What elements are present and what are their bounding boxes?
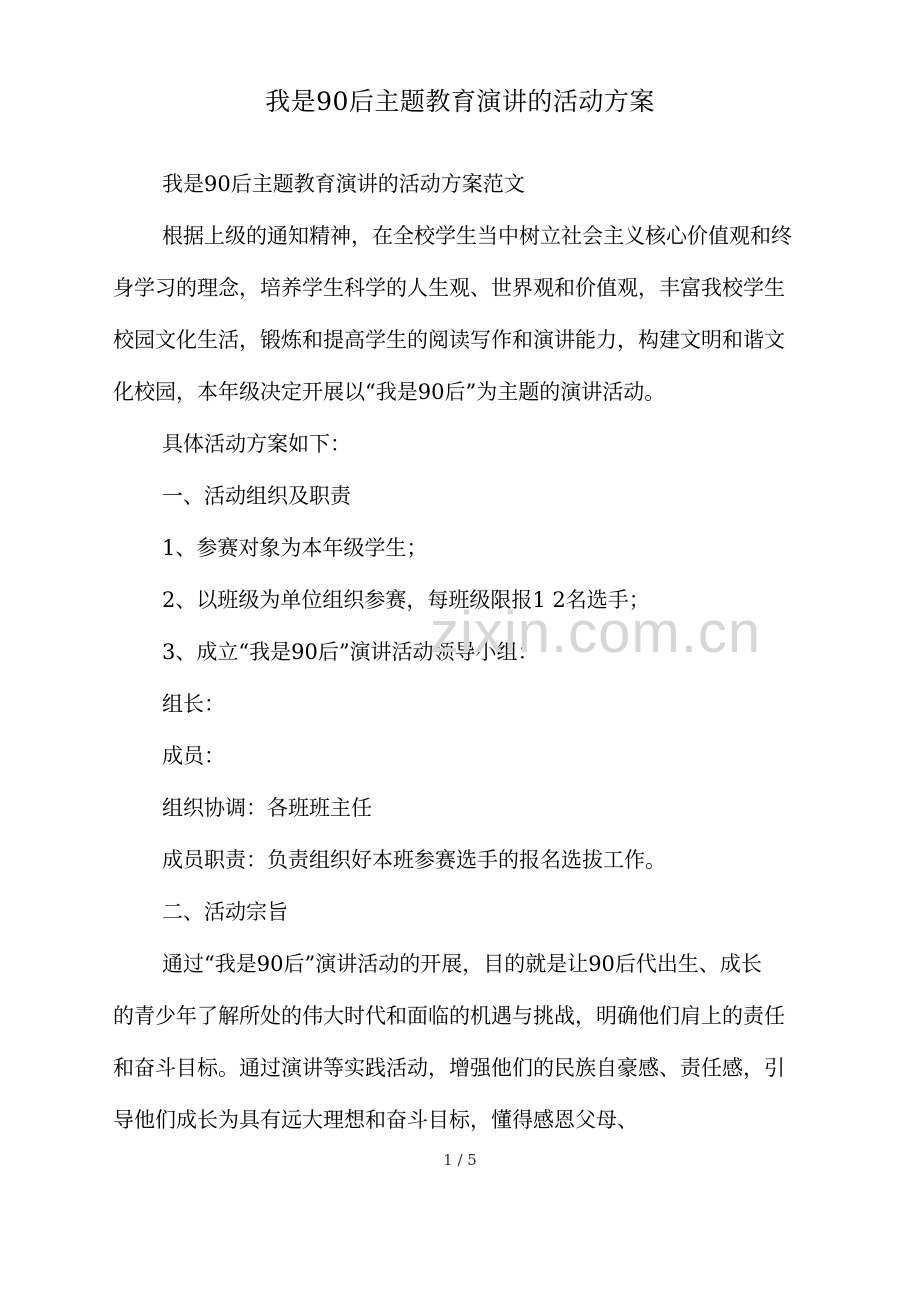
paragraph-line: 组织协调：各班班主任 xyxy=(162,796,372,820)
paragraph-line: 根据上级的通知精神，在全校学生当中树立社会主义核心价值观和终 xyxy=(162,224,792,248)
paragraph-line: 身学习的理念，培养学生科学的人生观、世界观和价值观，丰富我校学生 xyxy=(113,276,785,300)
paragraph-line: 导他们成长为具有远大理想和奋斗目标，懂得感恩父母、 xyxy=(113,1108,638,1132)
paragraph-line: 和奋斗目标。通过演讲等实践活动，增强他们的民族自豪感、责任感，引 xyxy=(113,1056,785,1080)
list-item: 3、成立“我是90后”演讲活动领导小组： xyxy=(162,640,539,664)
subtitle-line: 我是90后主题教育演讲的活动方案范文 xyxy=(162,172,525,196)
paragraph-line: 化校园，本年级决定开展以“我是90后”为主题的演讲活动。 xyxy=(113,380,666,404)
page-number: 1 / 5 xyxy=(443,1151,477,1169)
section-heading: 一、活动组织及职责 xyxy=(162,484,351,508)
watermark: zixin.com.cn xyxy=(430,600,762,665)
list-item: 1、参赛对象为本年级学生； xyxy=(162,536,428,560)
section-heading: 二、活动宗旨 xyxy=(162,900,288,924)
paragraph-line: 成员职责：负责组织好本班参赛选手的报名选拔工作。 xyxy=(162,848,666,872)
document-title: 我是90后主题教育演讲的活动方案 xyxy=(265,87,655,116)
paragraph-line: 组长： xyxy=(162,692,225,716)
list-item: 2、以班级为单位组织参赛，每班级限报1 2名选手； xyxy=(162,588,650,612)
paragraph-line: 成员： xyxy=(162,744,225,768)
paragraph-line: 的青少年了解所处的伟大时代和面临的机遇与挑战，明确他们肩上的责任 xyxy=(113,1004,785,1028)
paragraph-line: 具体活动方案如下： xyxy=(162,432,351,456)
paragraph-line: 通过“我是90后”演讲活动的开展，目的就是让90后代出生、成长 xyxy=(162,952,762,976)
paragraph-line: 校园文化生活，锻炼和提高学生的阅读写作和演讲能力，构建文明和谐文 xyxy=(113,328,785,352)
